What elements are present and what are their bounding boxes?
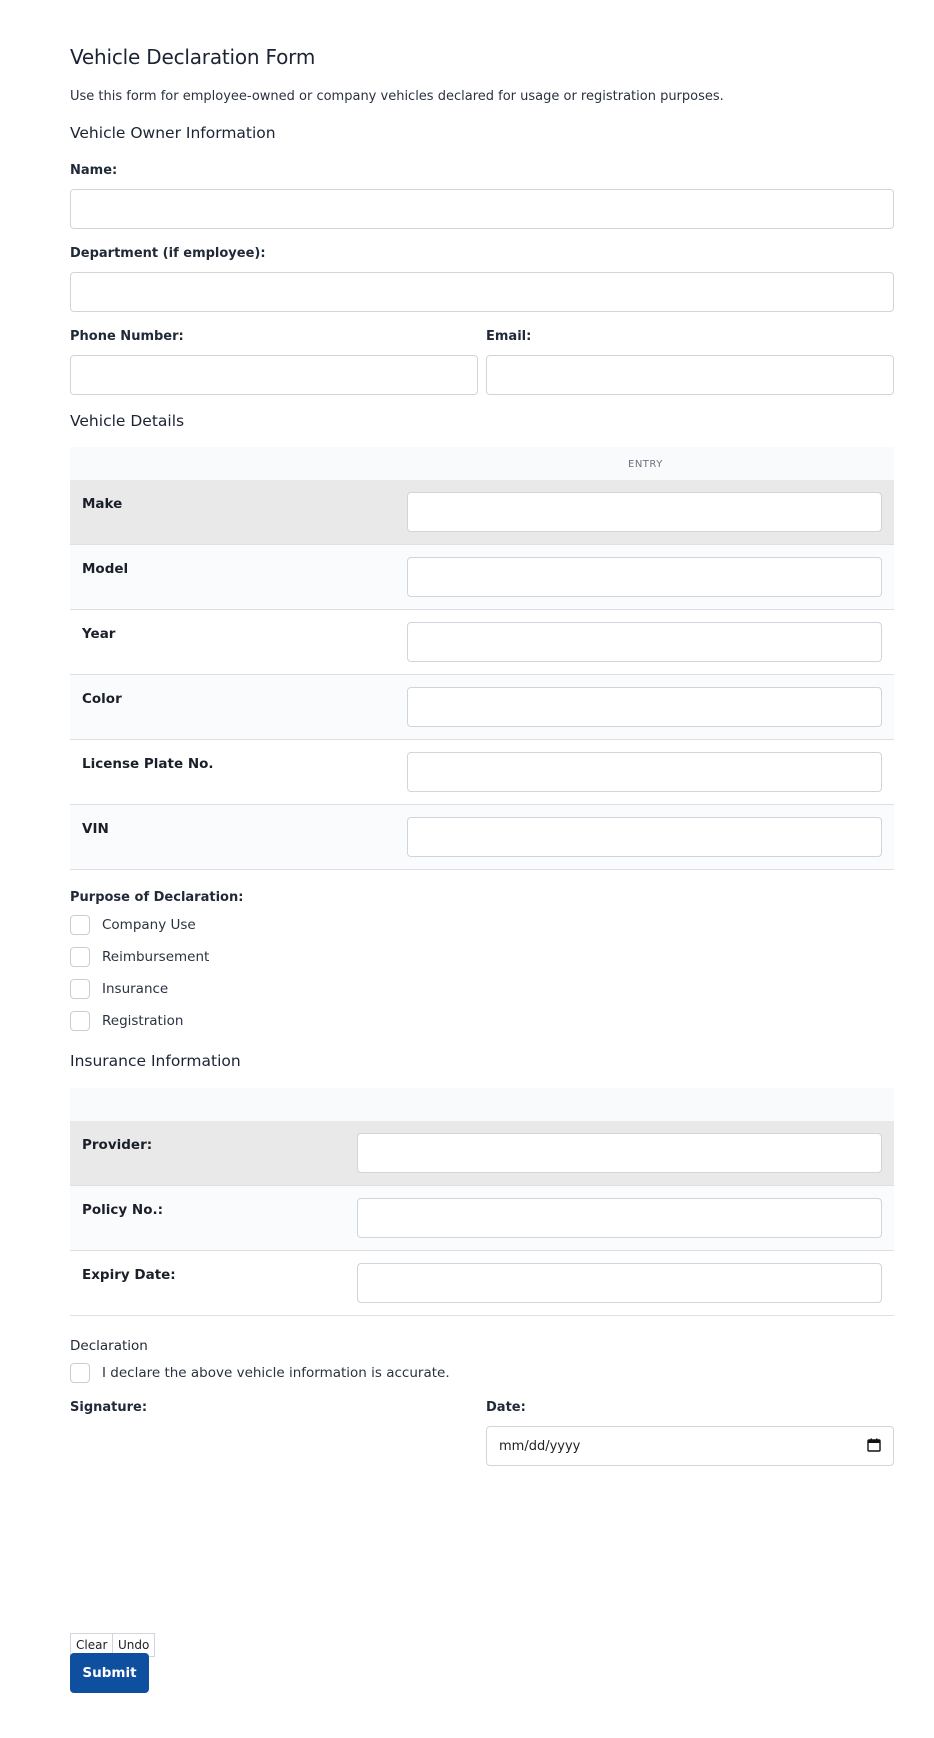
table-row	[70, 1186, 894, 1251]
name-input[interactable]	[70, 189, 894, 229]
policy-no-input[interactable]	[357, 1198, 882, 1238]
owner-section-heading: Vehicle Owner Information	[70, 124, 276, 142]
email-label: Email:	[486, 329, 532, 344]
purpose-label: Purpose of Declaration:	[70, 890, 244, 905]
clear-signature-button[interactable]: Clear	[70, 1633, 113, 1657]
signature-pad[interactable]	[70, 1420, 478, 1620]
undo-signature-button[interactable]: Undo	[112, 1633, 155, 1657]
reimbursement-label: Reimbursement	[102, 949, 210, 965]
table-row	[70, 480, 894, 545]
phone-input[interactable]	[70, 355, 478, 395]
form-title: Vehicle Declaration Form	[70, 45, 316, 69]
calendar-icon[interactable]	[867, 1438, 881, 1452]
make-label: Make	[82, 496, 123, 512]
table-row	[70, 675, 894, 740]
model-label: Model	[82, 561, 129, 577]
signature-label: Signature:	[70, 1400, 148, 1415]
provider-label: Provider:	[82, 1137, 153, 1153]
table-row	[70, 610, 894, 675]
color-label: Color	[82, 691, 122, 707]
make-input[interactable]	[407, 492, 882, 532]
registration-label: Registration	[102, 1013, 184, 1029]
table-row	[70, 740, 894, 805]
table-row	[70, 545, 894, 610]
date-placeholder: mm/dd/yyyy	[499, 1439, 581, 1454]
company-use-checkbox[interactable]	[70, 915, 90, 935]
license-plate-label: License Plate No.	[82, 756, 214, 772]
provider-input[interactable]	[357, 1133, 882, 1173]
insurance-checkbox[interactable]	[70, 979, 90, 999]
reimbursement-checkbox[interactable]	[70, 947, 90, 967]
submit-button[interactable]: Submit	[70, 1653, 149, 1693]
date-input[interactable]	[486, 1426, 894, 1466]
department-input[interactable]	[70, 272, 894, 312]
vehicle-table-header	[70, 447, 894, 480]
insurance-table	[70, 1088, 894, 1316]
insurance-section-heading: Insurance Information	[70, 1052, 241, 1070]
phone-label: Phone Number:	[70, 329, 184, 344]
license-plate-input[interactable]	[407, 752, 882, 792]
vehicle-section-heading: Vehicle Details	[70, 412, 185, 430]
vin-label: VIN	[82, 821, 109, 837]
declaration-checkbox[interactable]	[70, 1363, 90, 1383]
policy-no-label: Policy No.:	[82, 1202, 164, 1218]
table-row	[70, 1251, 894, 1316]
registration-checkbox[interactable]	[70, 1011, 90, 1031]
declaration-heading: Declaration	[70, 1338, 148, 1354]
form-intro: Use this form for employee-owned or company vehicles declared for usage or registration purposes.	[70, 89, 724, 104]
year-label: Year	[82, 626, 116, 642]
email-input[interactable]	[486, 355, 894, 395]
company-use-label: Company Use	[102, 917, 196, 933]
vehicle-details-table	[70, 447, 894, 870]
department-label: Department (if employee):	[70, 246, 266, 261]
table-row	[70, 805, 894, 870]
declaration-statement: I declare the above vehicle information is accurate.	[102, 1365, 450, 1381]
entry-column-header: ENTRY	[628, 459, 663, 470]
year-input[interactable]	[407, 622, 882, 662]
color-input[interactable]	[407, 687, 882, 727]
expiry-date-label: Expiry Date:	[82, 1267, 176, 1283]
name-label: Name:	[70, 163, 118, 178]
date-label: Date:	[486, 1400, 526, 1415]
vin-input[interactable]	[407, 817, 882, 857]
insurance-table-header	[70, 1088, 894, 1121]
insurance-label: Insurance	[102, 981, 169, 997]
expiry-date-input[interactable]	[357, 1263, 882, 1303]
model-input[interactable]	[407, 557, 882, 597]
table-row	[70, 1121, 894, 1186]
